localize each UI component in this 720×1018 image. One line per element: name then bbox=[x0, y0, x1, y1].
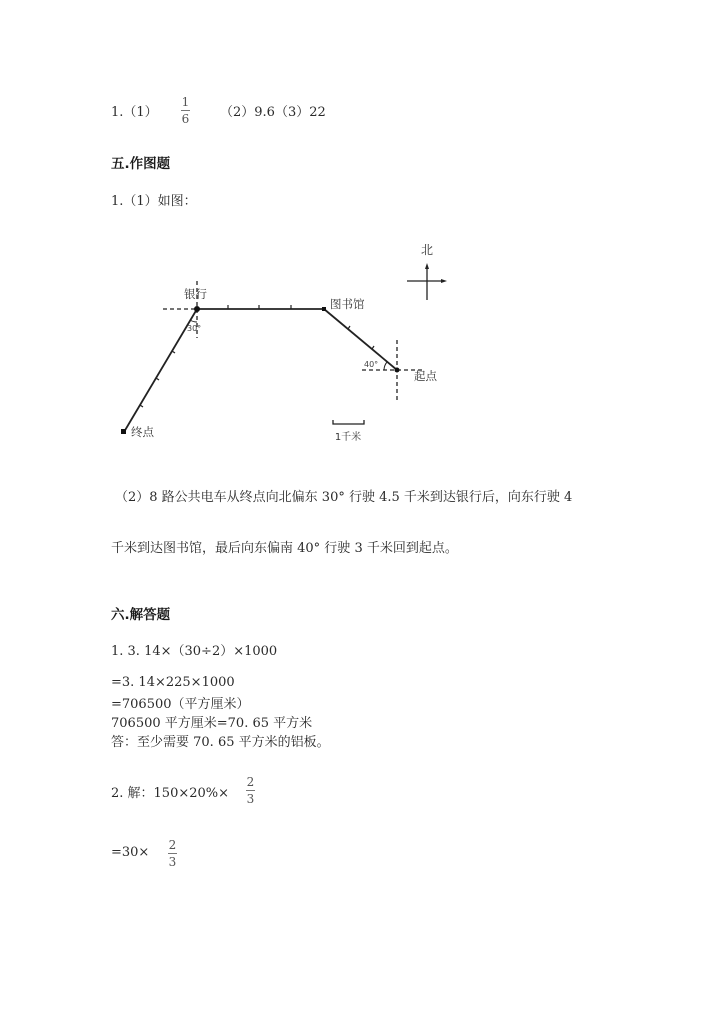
start-label: 起点 bbox=[414, 369, 437, 383]
answer-q1-rest: （2）9.6（3）22 bbox=[220, 105, 326, 120]
fraction-two-thirds-2 bbox=[168, 838, 177, 869]
solution-q2-line2: =30× bbox=[111, 845, 150, 860]
fraction-denominator: 3 bbox=[246, 792, 255, 806]
bank-point bbox=[194, 306, 200, 312]
fraction-numerator: 2 bbox=[168, 838, 177, 852]
bank-label: 银行 bbox=[184, 287, 207, 301]
north-label: 北 bbox=[420, 243, 434, 257]
answer-q1-prefix: 1.（1） bbox=[111, 105, 158, 120]
fraction-bar bbox=[246, 790, 255, 791]
solution-q1-line1: 1. 3. 14×（30÷2）×1000 bbox=[111, 644, 278, 659]
solution-q2-line1: 2. 解：150×20%× bbox=[111, 786, 230, 801]
solution-q1-line2: =3. 14×225×1000 bbox=[111, 675, 235, 690]
north-compass-icon bbox=[407, 263, 447, 300]
solution-q1-line3: =706500（平方厘米） bbox=[111, 697, 250, 712]
solution-q1-line4: 706500 平方厘米=70. 65 平方米 bbox=[111, 716, 313, 731]
section-heading-solutions: 六.解答题 bbox=[111, 607, 171, 623]
solution-q1-line5: 答：至少需要 70. 65 平方米的铝板。 bbox=[111, 735, 330, 750]
fraction-denominator: 6 bbox=[181, 112, 190, 126]
route-diagram bbox=[0, 0, 720, 470]
end-label: 终点 bbox=[131, 425, 154, 439]
scale-label: 1千米 bbox=[334, 432, 362, 443]
fraction-two-thirds bbox=[246, 775, 255, 806]
fraction-denominator: 3 bbox=[168, 855, 177, 869]
fraction-numerator: 1 bbox=[181, 95, 190, 109]
library-label: 图书馆 bbox=[330, 297, 365, 311]
angle-40-label: 40° bbox=[364, 360, 379, 369]
library-point bbox=[322, 307, 326, 311]
end-point bbox=[121, 429, 126, 434]
drawing-q1-intro: 1.（1）如图： bbox=[111, 194, 197, 209]
fraction-numerator: 2 bbox=[246, 775, 255, 789]
start-point bbox=[395, 368, 400, 373]
drawing-q1-part2-line1: （2）8 路公共电车从终点向北偏东 30° 行驶 4.5 千米到达银行后，向东行驶 4 bbox=[115, 490, 573, 505]
angle-30-label: 30° bbox=[187, 324, 202, 333]
section-heading-drawing: 五.作图题 bbox=[111, 156, 171, 172]
scale-bar bbox=[333, 420, 364, 424]
fraction-bar bbox=[168, 853, 177, 854]
drawing-q1-part2-line2: 千米到达图书馆，最后向东偏南 40° 行驶 3 千米回到起点。 bbox=[111, 541, 458, 556]
